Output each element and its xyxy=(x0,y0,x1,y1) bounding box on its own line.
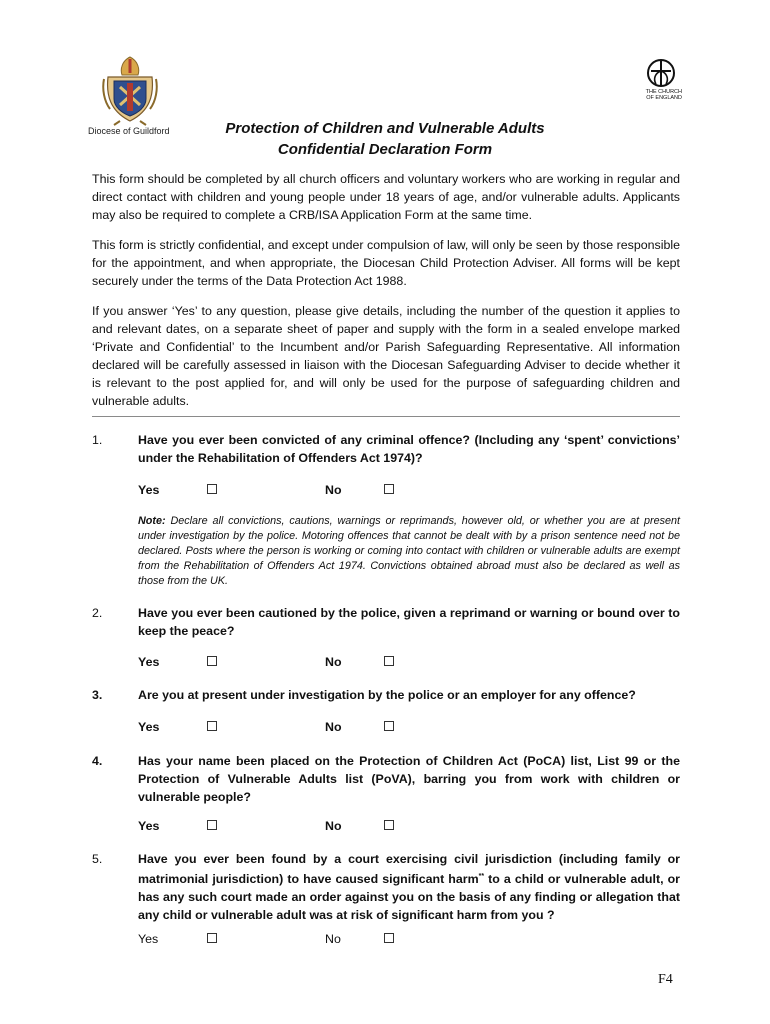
form-title-line-1: Protection of Children and Vulnerable Adults xyxy=(225,120,545,137)
form-title-line-2: Confidential Declaration Form xyxy=(277,141,493,158)
question-4-text: Has your name been placed on the Protection of Children Act (PoCA) list, List 99 or the Protection of Vulnerable Adults list (PoVA), barring you from work with children or vulnerable people? xyxy=(138,754,680,804)
question-2-text: Have you ever been cautioned by the police, given a reprimand or warning or bound over to keep the peace? xyxy=(138,606,680,638)
question-1-no-label: No xyxy=(325,483,342,497)
question-3-text: Are you at present under investigation by the police or an employer for any offence? xyxy=(138,688,636,702)
question-5-no-label: No xyxy=(325,932,341,946)
intro-paragraph-2: This form is strictly confidential, and except under compulsion of law, will only be seen by those responsible for the appointment, and when appropriate, the Diocesan Child Protection Adviser. All forms will be kept securely under the terms of the Data Protection Act 1988. xyxy=(92,238,680,288)
question-2-yes-label: Yes xyxy=(138,655,160,669)
church-of-england-text xyxy=(630,89,682,101)
question-1-text: Have you ever been convicted of any criminal offence? (Including any ‘spent’ convictions’ under the Rehabilitation of Offenders Act 1974)? xyxy=(138,433,680,465)
significant-harm-footnote-mark: ** xyxy=(478,873,485,880)
intro-paragraph-1: This form should be completed by all church officers and voluntary workers who are working in regular and direct contact with children and young people under 18 years of age, and/or vulnerable adults. Applicants may also be required to complete a CRB/ISA Application Form at the same time. xyxy=(92,172,680,222)
question-2-number: 2. xyxy=(92,606,103,620)
question-1-yes-label: Yes xyxy=(138,483,160,497)
question-5-text xyxy=(138,850,680,924)
question-1-number: 1. xyxy=(92,433,103,447)
question-5-text-part-1: Have you ever been found by a court exercising civil jurisdiction (including family or matrimonial jurisdiction) to have caused significant harm xyxy=(138,852,680,887)
question-4-yes-label: Yes xyxy=(138,819,160,833)
question-5-no-checkbox[interactable] xyxy=(384,933,394,943)
diocese-crest-logo xyxy=(100,55,160,127)
question-2-yes-checkbox[interactable] xyxy=(207,656,217,666)
question-4-number: 4. xyxy=(92,754,103,768)
question-1-yes-checkbox[interactable] xyxy=(207,484,217,494)
intro-paragraph-3: If you answer ‘Yes’ to any question, please give details, including the number of the question it applies to and relevant dates, on a separate sheet of paper and supply with the form in a sealed envelope marked ‘Private and Confidential’ to the Incumbent and/or Parish Safeguarding Representative. All information declared will be carefully assessed in liaison with the Diocesan Safeguarding Adviser to decide whether it is relevant to the post applied for, and will only be used for the purpose of safeguarding children and vulnerable adults. xyxy=(92,304,680,408)
question-3-no-checkbox[interactable] xyxy=(384,721,394,731)
cofe-line-2: OF ENGLAND xyxy=(646,95,682,101)
question-3-number: 3. xyxy=(92,688,103,702)
question-5-yes-label: Yes xyxy=(138,932,159,946)
question-1-note xyxy=(138,514,680,589)
page-code: F4 xyxy=(658,972,673,987)
question-3-yes-checkbox[interactable] xyxy=(207,721,217,731)
question-3-yes-label: Yes xyxy=(138,720,160,734)
cofe-line-1: THE CHURCH xyxy=(645,89,682,95)
question-3-no-label: No xyxy=(325,720,342,734)
question-4-yes-checkbox[interactable] xyxy=(207,820,217,830)
note-label: Note: xyxy=(138,515,166,527)
question-4-no-label: No xyxy=(325,819,342,833)
question-5-number: 5. xyxy=(92,852,103,866)
note-text: Declare all convictions, cautions, warnings or reprimands, however old, or whether you are at present under investigation by the police. Motoring offences that cannot be dealt with by a prison sentence need not be declared. Posts where the person is working or coming into contact with children or vulnerable adults are exempt from the Rehabilitation of Offenders Act 1974. Convictions obtained abroad must also be declared as well as those from the UK. xyxy=(138,515,680,587)
question-2-no-checkbox[interactable] xyxy=(384,656,394,666)
section-divider xyxy=(92,416,680,417)
question-5-text-part-2: to a child or vulnerable adult, or has any such court made an order against you on the basis of any finding or allegation that any child or vulnerable adult was at risk of significant harm from you ? xyxy=(138,872,680,923)
question-4-no-checkbox[interactable] xyxy=(384,820,394,830)
question-1-no-checkbox[interactable] xyxy=(384,484,394,494)
question-2-no-label: No xyxy=(325,655,342,669)
question-5-yes-checkbox[interactable] xyxy=(207,933,217,943)
church-of-england-logo xyxy=(646,58,676,88)
diocese-name: Diocese of Guildford xyxy=(88,126,170,136)
